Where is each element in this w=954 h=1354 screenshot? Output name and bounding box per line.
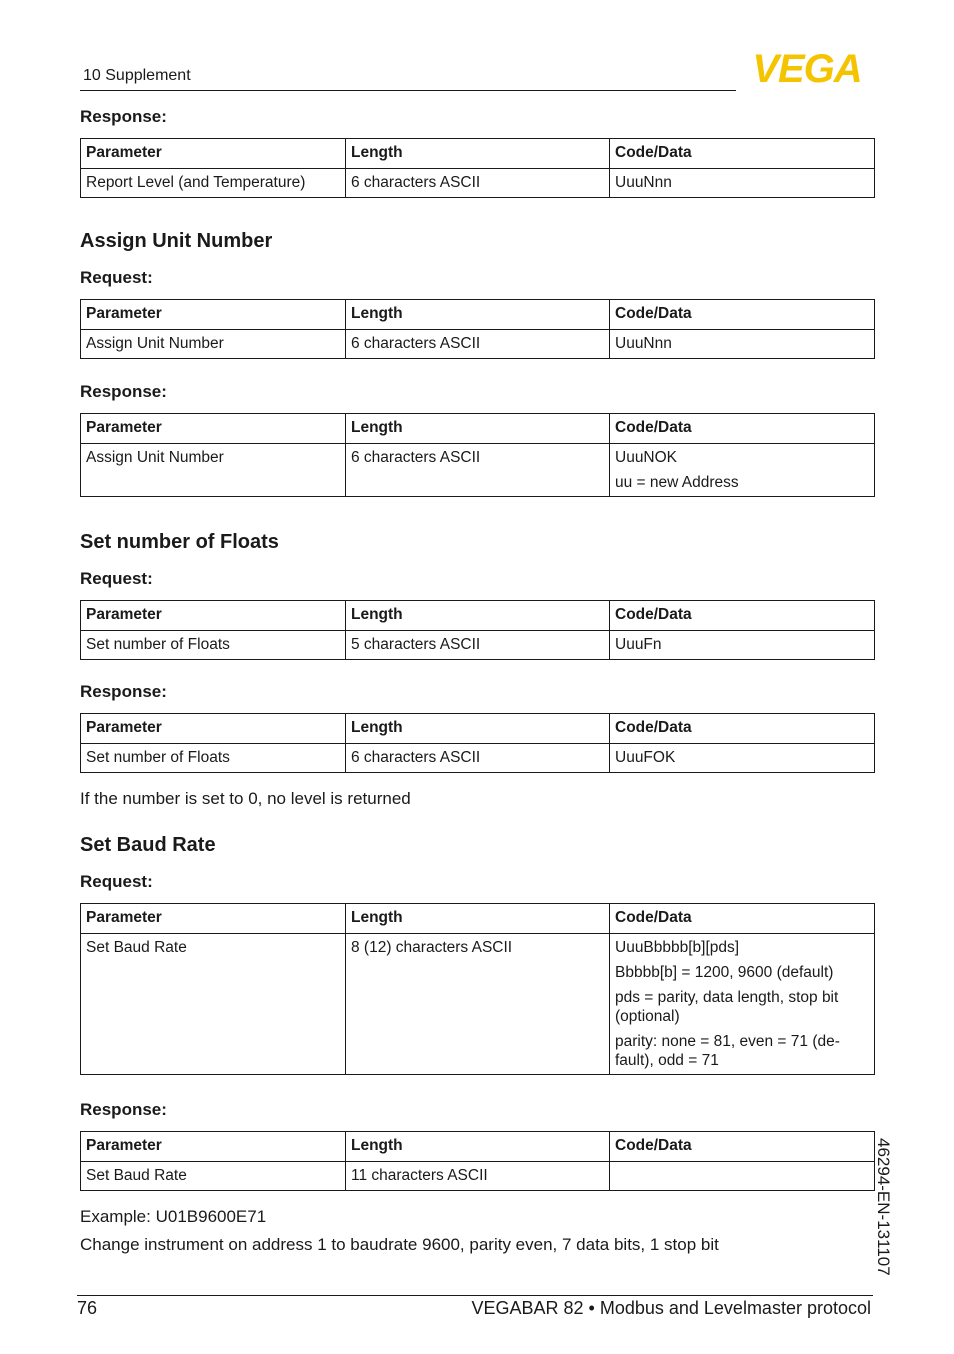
table-cell-parameter: Assign Unit Number <box>81 444 346 497</box>
column-header-length: Length <box>346 714 610 744</box>
response-label: Response: <box>80 107 167 126</box>
column-header-length: Length <box>346 904 610 934</box>
table-row <box>81 169 875 198</box>
report-level-response-table <box>80 138 875 198</box>
table-cell-length: 6 characters ASCII <box>346 169 610 198</box>
section-heading-baud: Set Baud Rate <box>80 834 216 856</box>
table-cell-parameter: Assign Unit Number <box>81 330 346 359</box>
vega-logo <box>741 50 873 86</box>
table-cell-parameter: Set number of Floats <box>81 631 346 660</box>
baud-response-table <box>80 1131 875 1191</box>
code-line: UuuNOK <box>615 449 678 466</box>
column-header-code-data: Code/Data <box>610 601 875 631</box>
code-line: Bbbbb[b] = 1200, 9600 (default) <box>615 964 834 981</box>
floats-note: If the number is set to 0, no level is returned <box>80 789 411 808</box>
column-header-code-data: Code/Data <box>610 1132 875 1162</box>
table-cell-length: 5 characters ASCII <box>346 631 610 660</box>
table-cell-length: 8 (12) characters ASCII <box>346 934 610 1075</box>
floats-request-table <box>80 600 875 660</box>
response-label: Response: <box>80 382 167 401</box>
page-number: 76 <box>77 1298 98 1318</box>
table-cell-code <box>610 444 875 497</box>
table-cell-length: 6 characters ASCII <box>346 444 610 497</box>
response-label: Response: <box>80 1100 167 1119</box>
table-cell-length: 11 characters ASCII <box>346 1162 610 1191</box>
table-cell-code: UuuNnn <box>610 169 875 198</box>
table-row <box>81 744 875 773</box>
baud-request-table <box>80 903 875 1075</box>
column-header-parameter: Parameter <box>81 601 346 631</box>
code-line: uu = new Address <box>615 474 739 491</box>
column-header-parameter: Parameter <box>81 414 346 444</box>
assign-unit-request-table <box>80 299 875 359</box>
request-label: Request: <box>80 569 153 588</box>
table-cell-code <box>610 934 875 1075</box>
table-cell-parameter: Report Level (and Temperature) <box>81 169 346 198</box>
table-cell-length: 6 characters ASCII <box>346 744 610 773</box>
response-label: Response: <box>80 682 167 701</box>
column-header-code-data: Code/Data <box>610 300 875 330</box>
table-cell-parameter: Set number of Floats <box>81 744 346 773</box>
floats-response-table <box>80 713 875 773</box>
table-cell-code: UuuNnn <box>610 330 875 359</box>
column-header-parameter: Parameter <box>81 139 346 169</box>
table-cell-code: UuuFOK <box>610 744 875 773</box>
request-label: Request: <box>80 268 153 287</box>
table-row <box>81 934 875 1075</box>
code-line: pds = parity, data length, stop bit (optional) <box>615 989 839 1025</box>
code-line: UuuBbbbb[b][pds] <box>615 939 740 956</box>
footer-title: VEGABAR 82 • Modbus and Levelmaster protocol <box>471 1298 871 1318</box>
footer-divider <box>77 1295 873 1296</box>
code-line: parity: none = 81, even = 71 (de-fault), odd = 71 <box>615 1033 840 1069</box>
column-header-code-data: Code/Data <box>610 904 875 934</box>
table-cell-parameter: Set Baud Rate <box>81 934 346 1075</box>
column-header-parameter: Parameter <box>81 300 346 330</box>
column-header-length: Length <box>346 1132 610 1162</box>
table-row <box>81 1162 875 1191</box>
request-label: Request: <box>80 872 153 891</box>
column-header-code-data: Code/Data <box>610 714 875 744</box>
table-row <box>81 444 875 497</box>
column-header-length: Length <box>346 300 610 330</box>
column-header-code-data: Code/Data <box>610 139 875 169</box>
table-row <box>81 330 875 359</box>
vega-logo-text: VEGA <box>752 50 862 86</box>
column-header-parameter: Parameter <box>81 714 346 744</box>
baud-example-description: Change instrument on address 1 to baudrate 9600, parity even, 7 data bits, 1 stop bit <box>80 1235 719 1254</box>
table-row <box>81 631 875 660</box>
section-heading-floats: Set number of Floats <box>80 531 279 553</box>
section-heading-assign-unit: Assign Unit Number <box>80 230 273 252</box>
column-header-length: Length <box>346 601 610 631</box>
table-cell-code: UuuFn <box>610 631 875 660</box>
table-cell-code <box>610 1162 875 1191</box>
column-header-parameter: Parameter <box>81 904 346 934</box>
column-header-length: Length <box>346 139 610 169</box>
column-header-parameter: Parameter <box>81 1132 346 1162</box>
column-header-code-data: Code/Data <box>610 414 875 444</box>
document-code: 46294-EN-131107 <box>874 1138 893 1276</box>
header-divider <box>80 90 736 91</box>
table-cell-parameter: Set Baud Rate <box>81 1162 346 1191</box>
vega-logo-icon <box>741 50 873 86</box>
baud-example: Example: U01B9600E71 <box>80 1207 267 1226</box>
table-cell-length: 6 characters ASCII <box>346 330 610 359</box>
assign-unit-response-table <box>80 413 875 497</box>
column-header-length: Length <box>346 414 610 444</box>
section-header: 10 Supplement <box>83 67 191 84</box>
